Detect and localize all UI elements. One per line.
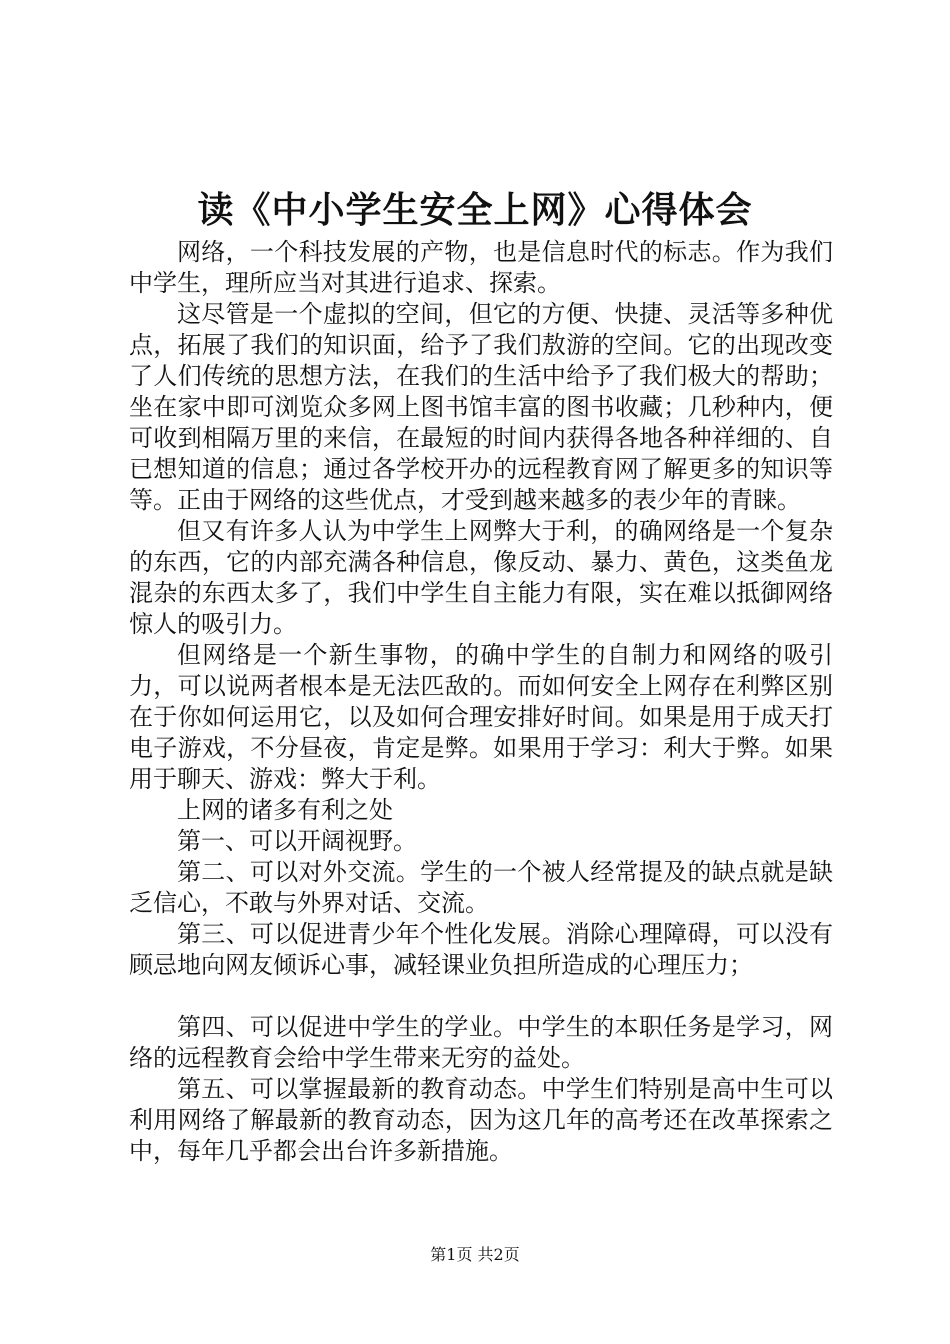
list-item: 第二、可以对外交流。学生的一个被人经常提及的缺点就是缺乏信心，不敢与外界对话、交流。	[129, 858, 833, 917]
list-item: 第三、可以促进青少年个性化发展。消除心理障碍，可以没有顾忌地向网友倾诉心事，减轻课业负担所造成的心理压力；	[129, 920, 833, 979]
document-body	[129, 237, 833, 1167]
page-footer: 第1页 共2页	[430, 1245, 520, 1264]
list-item: 第一、可以开阔视野。	[177, 827, 417, 855]
paragraph: 这尽管是一个虚拟的空间，但它的方便、快捷、灵活等多种优点，拓展了我们的知识面，给予了我们敖游的空间。它的出现改变了人们传统的思想方法，在我们的生活中给予了我们极大的帮助；坐在家中即可浏览众多网上图书馆丰富的图书收藏；几秒种内，便可收到相隔万里的来信，在最短的时间内获得各地各种祥细的、自已想知道的信息；通过各学校开办的远程教育网了解更多的知识等等。正由于网络的这些优点，才受到越来越多的表少年的青睐。	[129, 300, 833, 514]
document-title: 读《中小学生安全上网》心得体会	[197, 189, 753, 231]
paragraph: 但网络是一个新生事物，的确中学生的自制力和网络的吸引力，可以说两者根本是无法匹敌的。而如何安全上网存在利弊区别在于你如何运用它，以及如何合理安排好时间。如果是用于成天打电子游戏，不分昼夜，肯定是弊。如果用于学习：利大于弊。如果用于聊天、游戏：弊大于利。	[129, 641, 833, 793]
list-item: 第五、可以掌握最新的教育动态。中学生们特别是高中生可以利用网络了解最新的教育动态，因为这几年的高考还在改革探索之中，每年几乎都会出台许多新措施。	[129, 1075, 833, 1165]
paragraph: 但又有许多人认为中学生上网弊大于利，的确网络是一个复杂的东西，它的内部充满各种信息，像反动、暴力、黄色，这类鱼龙混杂的东西太多了，我们中学生自主能力有限，实在难以抵御网络惊人的吸引力。	[129, 517, 833, 638]
list-item: 第四、可以促进中学生的学业。中学生的本职任务是学习，网络的远程教育会给中学生带来无穷的益处。	[129, 1013, 833, 1072]
section-heading: 上网的诸多有利之处	[177, 796, 393, 824]
paragraph: 网络，一个科技发展的产物，也是信息时代的标志。作为我们中学生，理所应当对其进行追求、探索。	[129, 238, 833, 297]
